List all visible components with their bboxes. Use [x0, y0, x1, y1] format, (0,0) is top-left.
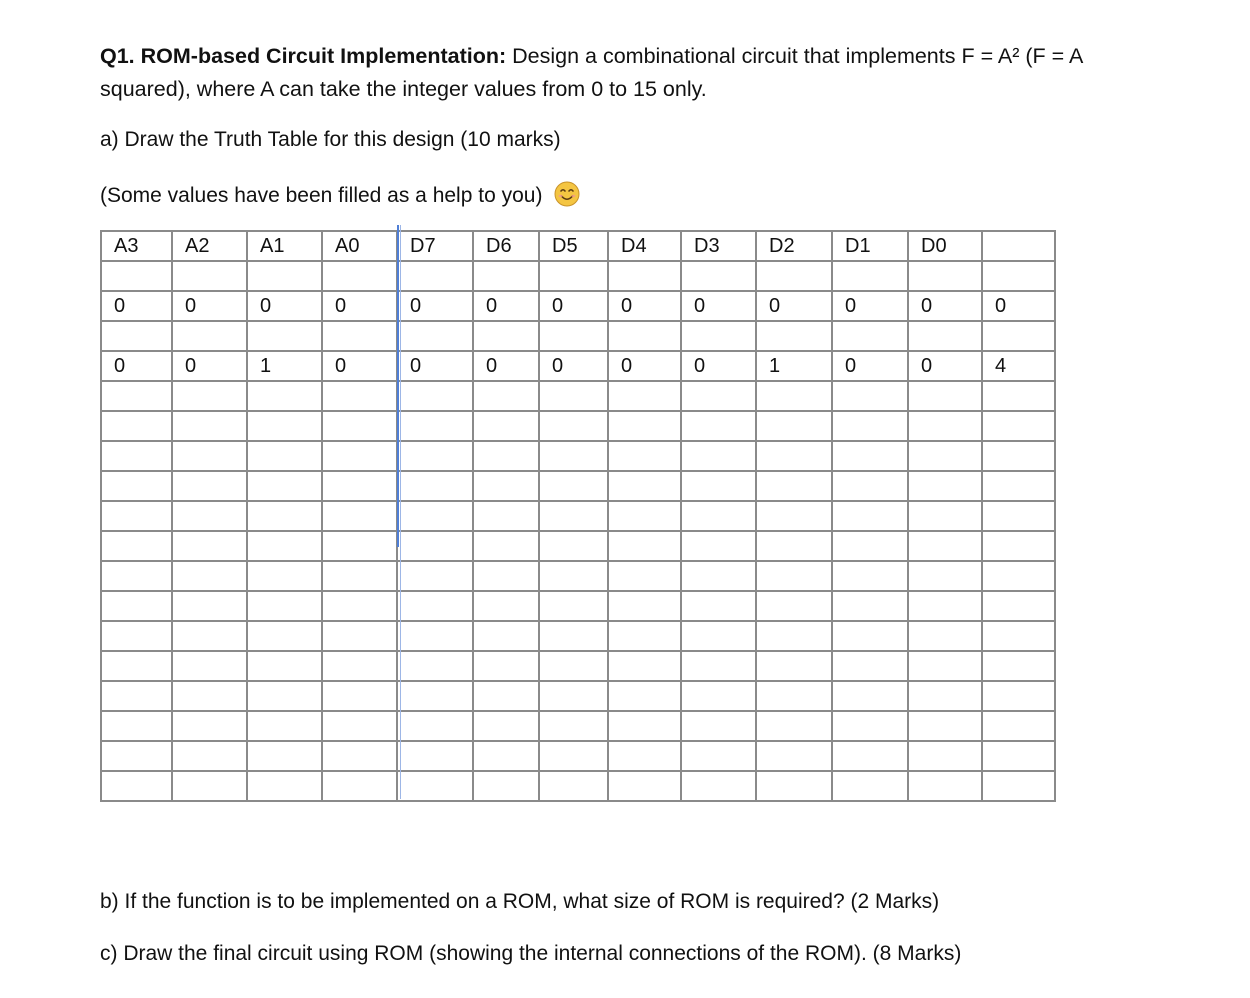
table-cell: 0 — [101, 291, 172, 321]
table-row — [101, 441, 1055, 471]
table-cell — [322, 681, 397, 711]
header-cell: A0 — [322, 231, 397, 261]
table-cell — [608, 711, 681, 741]
table-cell — [982, 501, 1055, 531]
table-cell — [172, 531, 247, 561]
table-cell — [608, 621, 681, 651]
table-cell — [101, 471, 172, 501]
table-cell: 0 — [982, 291, 1055, 321]
table-cell — [397, 441, 473, 471]
table-cell — [608, 441, 681, 471]
table-cell: 0 — [608, 291, 681, 321]
part-c-text: c) Draw the final circuit using ROM (showing the internal connections of the ROM). (8 Marks) — [100, 942, 962, 965]
table-cell — [172, 681, 247, 711]
table-cell — [982, 621, 1055, 651]
table-cell — [908, 381, 982, 411]
table-cell — [247, 651, 322, 681]
table-cell — [832, 411, 908, 441]
table-cell — [756, 321, 832, 351]
table-cell — [756, 411, 832, 441]
table-cell — [172, 441, 247, 471]
table-cell — [397, 591, 473, 621]
table-cell — [247, 261, 322, 291]
table-cell — [172, 621, 247, 651]
table-cell: 0 — [172, 291, 247, 321]
table-cell: 0 — [908, 291, 982, 321]
table-cell — [681, 591, 756, 621]
header-cell: D0 — [908, 231, 982, 261]
header-cell: D1 — [832, 231, 908, 261]
table-cell — [539, 261, 608, 291]
table-row — [101, 501, 1055, 531]
table-cell: 0 — [473, 291, 539, 321]
table-cell: 0 — [832, 351, 908, 381]
table-cell — [982, 381, 1055, 411]
table-cell — [247, 711, 322, 741]
table-cell — [608, 381, 681, 411]
table-cell: 0 — [681, 291, 756, 321]
table-cell — [832, 381, 908, 411]
table-cell — [832, 531, 908, 561]
table-cell — [608, 651, 681, 681]
table-cell — [832, 471, 908, 501]
table-cell — [473, 591, 539, 621]
table-cell: 0 — [172, 351, 247, 381]
table-cell — [608, 681, 681, 711]
table-cell — [908, 321, 982, 351]
table-cell — [681, 621, 756, 651]
table-cell — [473, 561, 539, 591]
question-heading: Q1. ROM-based Circuit Implementation: — [100, 44, 507, 68]
table-cell — [473, 651, 539, 681]
table-cell — [608, 411, 681, 441]
table-cell — [681, 321, 756, 351]
table-cell — [101, 501, 172, 531]
table-cell — [322, 381, 397, 411]
table-cell — [756, 441, 832, 471]
table-cell — [322, 621, 397, 651]
table-cell — [908, 411, 982, 441]
table-cell: 1 — [756, 351, 832, 381]
table-cell — [247, 531, 322, 561]
table-cell — [681, 381, 756, 411]
table-cell — [539, 771, 608, 801]
table-cell — [539, 411, 608, 441]
table-cell — [247, 471, 322, 501]
table-cell — [982, 651, 1055, 681]
table-row — [101, 381, 1055, 411]
table-cell — [756, 711, 832, 741]
table-cell — [756, 261, 832, 291]
table-cell — [473, 531, 539, 561]
table-cell — [397, 741, 473, 771]
help-note-text: (Some values have been filled as a help to you) — [100, 184, 543, 207]
smiling-face-icon — [554, 181, 580, 207]
table-cell — [172, 471, 247, 501]
table-cell — [832, 261, 908, 291]
table-row — [101, 411, 1055, 441]
table-cell — [908, 261, 982, 291]
table-cell — [101, 621, 172, 651]
table-cell — [539, 441, 608, 471]
table-cell — [397, 471, 473, 501]
table-cell — [832, 501, 908, 531]
table-cell — [608, 591, 681, 621]
table-cell — [473, 441, 539, 471]
table-cell — [539, 531, 608, 561]
table-row — [101, 531, 1055, 561]
table-cell — [608, 531, 681, 561]
table-cell — [473, 681, 539, 711]
table-cell — [681, 741, 756, 771]
table-cell — [539, 621, 608, 651]
table-cell — [756, 561, 832, 591]
table-cell: 0 — [397, 351, 473, 381]
table-cell — [982, 681, 1055, 711]
table-cell — [247, 591, 322, 621]
table-cell — [982, 321, 1055, 351]
table-cell: 0 — [397, 291, 473, 321]
table-cell — [908, 651, 982, 681]
table-cell — [101, 561, 172, 591]
table-cell: 1 — [247, 351, 322, 381]
table-cell — [681, 711, 756, 741]
table-cell — [473, 381, 539, 411]
table-cell — [397, 381, 473, 411]
table-cell — [247, 441, 322, 471]
table-cell — [608, 501, 681, 531]
table-cell — [322, 471, 397, 501]
table-cell — [982, 771, 1055, 801]
table-cell — [539, 321, 608, 351]
table-row — [101, 261, 1055, 291]
truth-table — [100, 230, 1056, 802]
table-cell — [397, 261, 473, 291]
header-cell: A3 — [101, 231, 172, 261]
table-cell: 0 — [322, 291, 397, 321]
table-cell — [322, 561, 397, 591]
table-cell — [397, 651, 473, 681]
header-cell: A1 — [247, 231, 322, 261]
table-cell — [322, 741, 397, 771]
table-cell — [539, 381, 608, 411]
table-cell — [172, 741, 247, 771]
table-divider-line-secondary — [400, 225, 401, 799]
table-cell: 4 — [982, 351, 1055, 381]
table-cell — [473, 411, 539, 441]
table-cell: 0 — [756, 291, 832, 321]
table-cell — [681, 771, 756, 801]
table-cell — [832, 651, 908, 681]
table-cell — [756, 501, 832, 531]
table-cell — [908, 441, 982, 471]
table-cell: 0 — [247, 291, 322, 321]
table-cell — [982, 411, 1055, 441]
table-cell — [322, 531, 397, 561]
table-cell — [908, 471, 982, 501]
table-cell — [539, 711, 608, 741]
table-cell — [172, 321, 247, 351]
table-cell — [247, 501, 322, 531]
table-cell — [681, 411, 756, 441]
table-cell: 0 — [539, 291, 608, 321]
table-cell — [397, 711, 473, 741]
header-cell: A2 — [172, 231, 247, 261]
table-cell — [908, 501, 982, 531]
table-cell: 0 — [608, 351, 681, 381]
table-cell — [397, 621, 473, 651]
table-cell — [101, 411, 172, 441]
table-cell — [756, 531, 832, 561]
table-cell — [397, 771, 473, 801]
table-cell — [247, 621, 322, 651]
table-cell — [397, 531, 473, 561]
table-cell — [322, 771, 397, 801]
table-cell — [322, 501, 397, 531]
table-cell — [101, 441, 172, 471]
table-cell — [608, 741, 681, 771]
table-cell — [247, 561, 322, 591]
table-cell — [756, 621, 832, 651]
table-cell — [397, 561, 473, 591]
table-cell — [681, 501, 756, 531]
table-cell — [322, 321, 397, 351]
table-cell — [756, 591, 832, 621]
table-cell — [101, 531, 172, 561]
table-cell — [982, 561, 1055, 591]
table-cell: 0 — [832, 291, 908, 321]
table-cell — [681, 441, 756, 471]
table-cell — [397, 681, 473, 711]
header-cell: D5 — [539, 231, 608, 261]
table-cell — [832, 711, 908, 741]
table-cell — [756, 681, 832, 711]
table-cell — [982, 441, 1055, 471]
table-cell — [473, 741, 539, 771]
table-cell — [397, 501, 473, 531]
table-cell — [539, 741, 608, 771]
table-cell — [101, 381, 172, 411]
table-cell — [539, 471, 608, 501]
table-cell — [908, 711, 982, 741]
table-cell — [473, 621, 539, 651]
table-cell — [608, 771, 681, 801]
table-cell — [322, 411, 397, 441]
table-cell — [908, 621, 982, 651]
table-cell: 0 — [322, 351, 397, 381]
table-cell — [832, 441, 908, 471]
table-cell — [247, 681, 322, 711]
table-cell — [539, 651, 608, 681]
table-cell — [539, 681, 608, 711]
table-cell — [681, 561, 756, 591]
table-cell — [681, 261, 756, 291]
table-cell — [982, 711, 1055, 741]
table-cell — [539, 501, 608, 531]
table-cell — [908, 741, 982, 771]
table-cell — [908, 771, 982, 801]
table-cell — [101, 711, 172, 741]
table-cell — [608, 471, 681, 501]
table-cell — [832, 561, 908, 591]
table-cell — [982, 261, 1055, 291]
table-cell — [172, 591, 247, 621]
table-row — [101, 591, 1055, 621]
table-cell — [473, 771, 539, 801]
table-row — [101, 471, 1055, 501]
table-cell — [172, 711, 247, 741]
header-cell: D3 — [681, 231, 756, 261]
table-cell — [101, 741, 172, 771]
table-cell — [473, 321, 539, 351]
table-cell — [322, 441, 397, 471]
table-row — [101, 561, 1055, 591]
table-cell — [982, 531, 1055, 561]
table-cell — [247, 741, 322, 771]
table-header-row — [101, 231, 1055, 261]
table-cell — [247, 771, 322, 801]
question-title — [100, 40, 1130, 106]
table-cell — [982, 591, 1055, 621]
table-cell — [756, 381, 832, 411]
table-cell — [681, 471, 756, 501]
table-row — [101, 291, 1055, 321]
table-cell — [756, 741, 832, 771]
header-cell — [982, 231, 1055, 261]
question-text: Design a combinational circuit that implements F = A² (F = A squared), where A can take the integer values from 0 to 15 only. — [100, 44, 1083, 101]
table-cell — [101, 321, 172, 351]
help-note-line — [100, 181, 580, 210]
table-row — [101, 621, 1055, 651]
table-cell — [608, 321, 681, 351]
table-row — [101, 651, 1055, 681]
table-cell: 0 — [908, 351, 982, 381]
table-cell — [473, 501, 539, 531]
table-cell — [982, 471, 1055, 501]
table-cell — [322, 261, 397, 291]
table-cell — [681, 531, 756, 561]
table-cell — [101, 651, 172, 681]
table-cell — [473, 711, 539, 741]
table-cell — [397, 411, 473, 441]
table-cell — [101, 261, 172, 291]
table-cell — [608, 261, 681, 291]
table-cell — [908, 591, 982, 621]
header-cell: D4 — [608, 231, 681, 261]
table-divider-line — [397, 225, 399, 547]
table-cell — [397, 321, 473, 351]
header-cell: D6 — [473, 231, 539, 261]
table-row — [101, 711, 1055, 741]
table-cell — [101, 771, 172, 801]
table-cell — [172, 261, 247, 291]
table-row — [101, 681, 1055, 711]
header-cell: D2 — [756, 231, 832, 261]
table-cell — [832, 741, 908, 771]
table-cell — [101, 591, 172, 621]
table-row — [101, 741, 1055, 771]
table-cell — [908, 561, 982, 591]
table-cell — [172, 381, 247, 411]
table-cell — [172, 411, 247, 441]
table-cell — [473, 471, 539, 501]
table-cell — [172, 771, 247, 801]
table-cell — [172, 651, 247, 681]
table-row — [101, 321, 1055, 351]
table-cell — [172, 561, 247, 591]
table-cell — [832, 321, 908, 351]
table-cell — [322, 711, 397, 741]
table-cell — [539, 591, 608, 621]
table-cell — [681, 651, 756, 681]
table-cell — [101, 681, 172, 711]
part-a-text: a) Draw the Truth Table for this design (10 marks) — [100, 128, 561, 151]
table-cell — [247, 381, 322, 411]
table-cell — [908, 531, 982, 561]
table-cell — [832, 771, 908, 801]
table-cell — [756, 651, 832, 681]
table-cell — [247, 411, 322, 441]
table-cell — [322, 591, 397, 621]
table-row — [101, 771, 1055, 801]
table-cell: 0 — [101, 351, 172, 381]
part-b-text: b) If the function is to be implemented on a ROM, what size of ROM is required? (2 Marks) — [100, 890, 940, 913]
table-cell — [322, 651, 397, 681]
table-cell — [608, 561, 681, 591]
table-cell — [832, 591, 908, 621]
table-cell — [908, 681, 982, 711]
table-cell — [832, 621, 908, 651]
table-cell: 0 — [539, 351, 608, 381]
table-cell — [982, 741, 1055, 771]
table-cell: 0 — [473, 351, 539, 381]
table-cell — [756, 471, 832, 501]
table-cell — [539, 561, 608, 591]
table-cell — [832, 681, 908, 711]
table-row — [101, 351, 1055, 381]
header-cell: D7 — [397, 231, 473, 261]
table-cell — [172, 501, 247, 531]
table-cell — [247, 321, 322, 351]
table-cell — [473, 261, 539, 291]
table-cell — [681, 681, 756, 711]
table-cell — [756, 771, 832, 801]
table-cell: 0 — [681, 351, 756, 381]
